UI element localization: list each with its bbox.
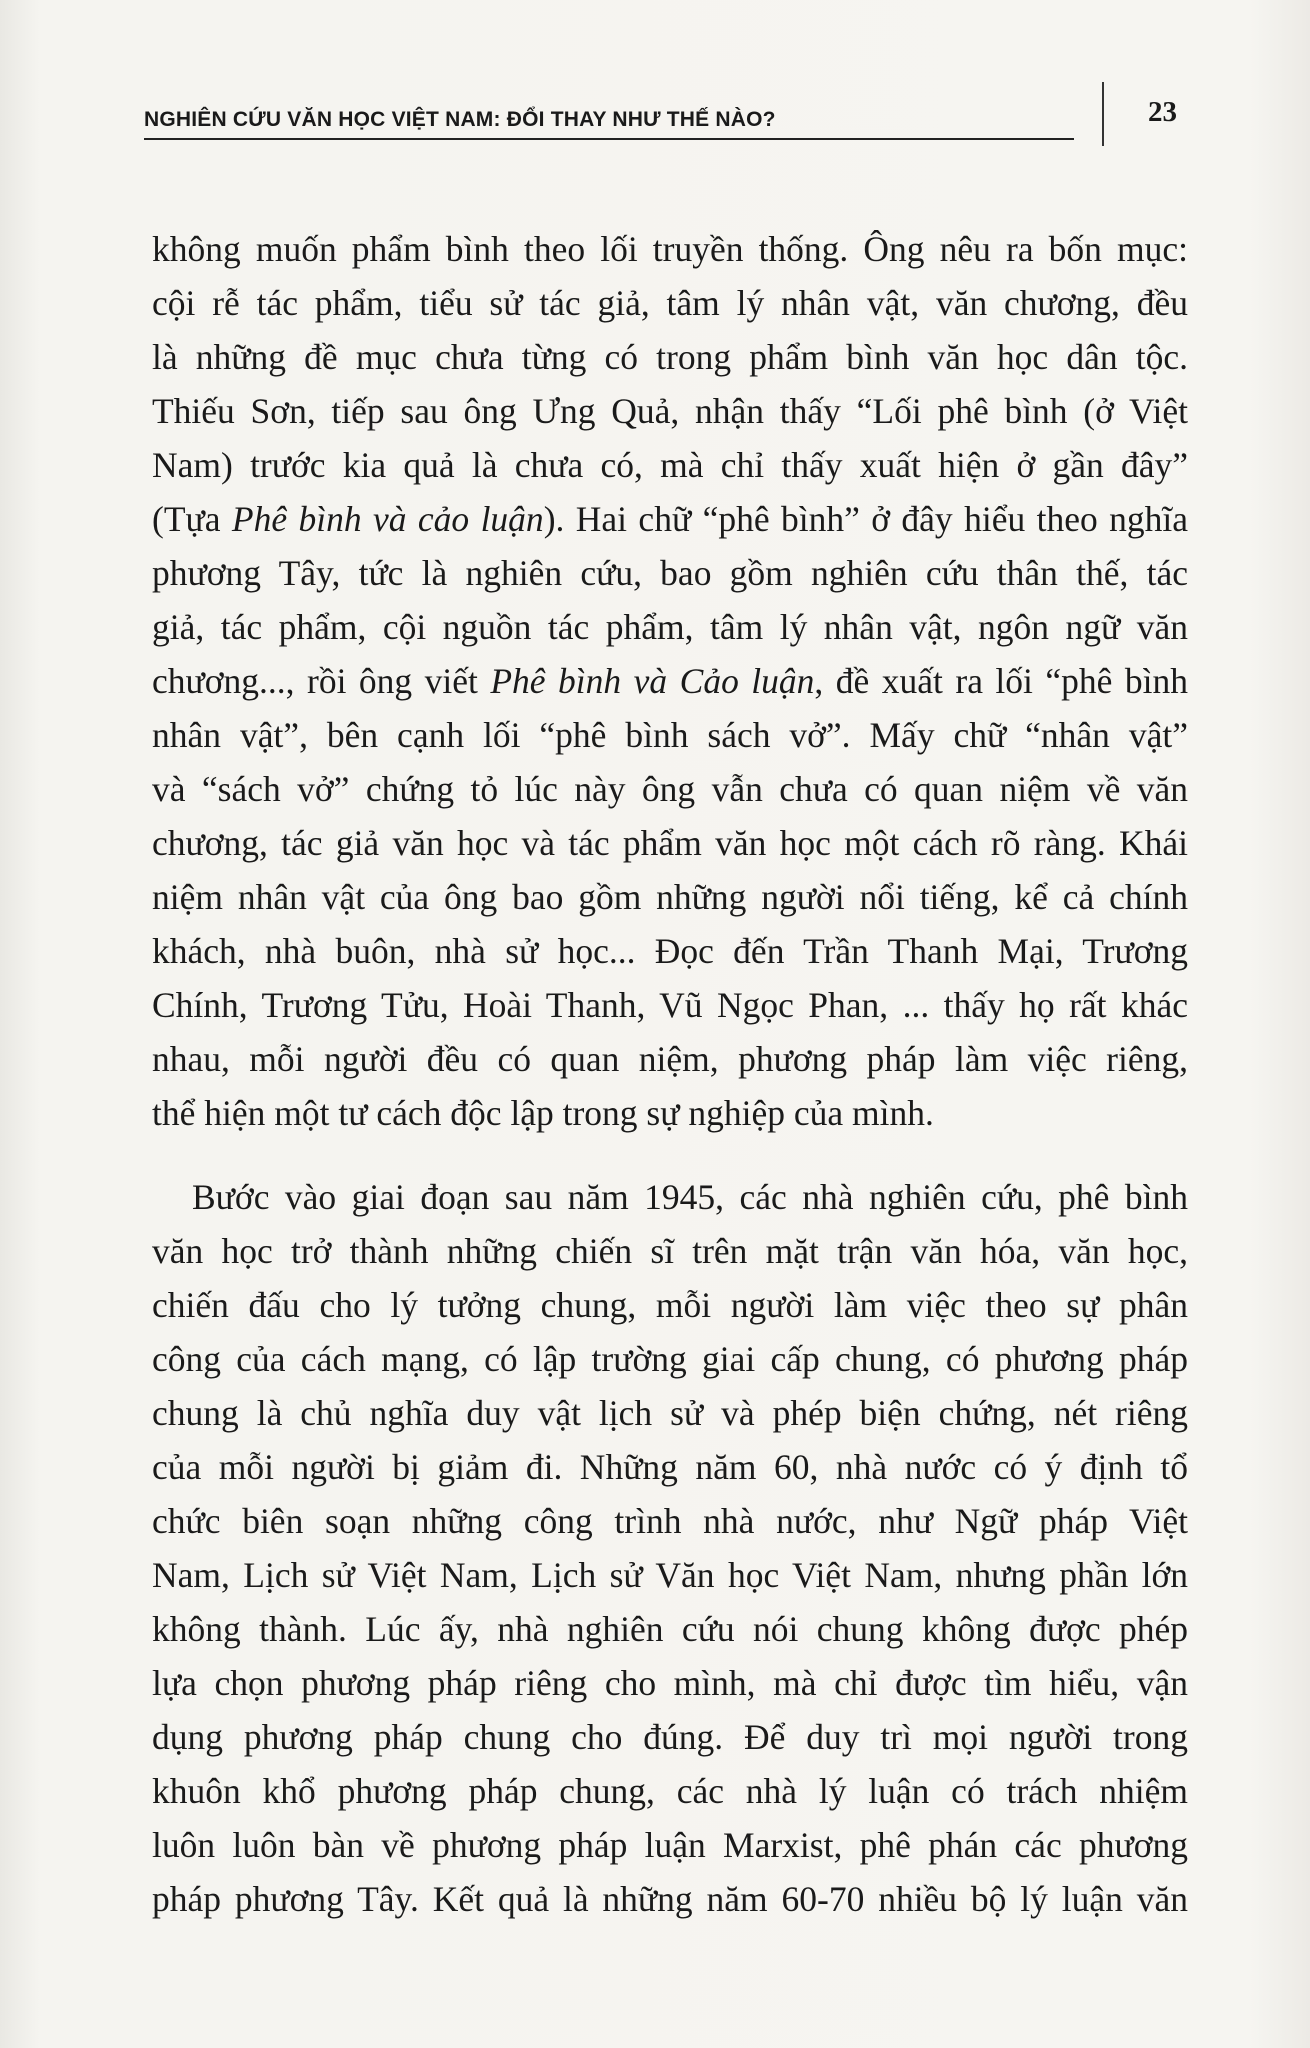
running-title: NGHIÊN CỨU VĂN HỌC VIỆT NAM: ĐỔI THAY NHƯ THẾ NÀO? [144,108,776,131]
text-line: phương Tây, tức là nghiên cứu, bao gồm nghiên cứu thân thế, tác [152,553,1188,593]
book-title-italic: Phê bình và Cảo luận [490,661,815,701]
text-line: nhau, mỗi người đều có quan niệm, phương pháp làm việc riêng, [152,1039,1188,1079]
text-line [152,492,1188,546]
text-line: dụng phương pháp chung cho đúng. Để duy trì mọi người trong [152,1717,1188,1757]
running-header [144,98,1074,140]
text-line: Nam) trước kia quả là chưa có, mà chỉ thấy xuất hiện ở gần đây” [152,445,1188,485]
text-line: không muốn phẩm bình theo lối truyền thống. Ông nêu ra bốn mục: [152,229,1188,269]
text-line: Bước vào giai đoạn sau năm 1945, các nhà nghiên cứu, phê bình [192,1177,1188,1217]
text-line: văn học trở thành những chiến sĩ trên mặt trận văn hóa, văn học, [152,1231,1188,1271]
paragraph-2 [152,1170,1188,1926]
text-line: không thành. Lúc ấy, nhà nghiên cứu nói chung không được phép [152,1609,1188,1649]
text-line: khách, nhà buôn, nhà sử học... Đọc đến Trần Thanh Mại, Trương [152,931,1188,971]
text-line: công của cách mạng, có lập trường giai cấp chung, có phương pháp [152,1339,1188,1379]
text-line: chức biên soạn những công trình nhà nước, như Ngữ pháp Việt [152,1501,1188,1541]
book-title-italic: Phê bình và cảo luận [231,499,544,539]
text-line: chung là chủ nghĩa duy vật lịch sử và phép biện chứng, nét riêng [152,1393,1188,1433]
text-line: chiến đấu cho lý tưởng chung, mỗi người làm việc theo sự phân [152,1285,1188,1325]
text-line: lựa chọn phương pháp riêng cho mình, mà chỉ được tìm hiểu, vận [152,1663,1188,1703]
text-line: và “sách vở” chứng tỏ lúc này ông vẫn chưa có quan niệm về văn [152,769,1188,809]
text-line: khuôn khổ phương pháp chung, các nhà lý luận có trách nhiệm [152,1771,1188,1811]
text-run: (Tựa [152,499,232,539]
text-line [152,654,1188,708]
text-line: giả, tác phẩm, cội nguồn tác phẩm, tâm lý nhân vật, ngôn ngữ văn [152,607,1188,647]
text-line: Nam, Lịch sử Việt Nam, Lịch sử Văn học Việt Nam, nhưng phần lớn [152,1555,1188,1595]
text-run: chương..., rồi ông viết [152,661,491,701]
paragraph-spacing [152,1140,1188,1170]
page-number: 23 [1148,96,1177,128]
text-line: nhân vật”, bên cạnh lối “phê bình sách vở”. Mấy chữ “nhân vật” [152,715,1188,755]
header-divider [1102,82,1104,146]
text-line: Thiếu Sơn, tiếp sau ông Ưng Quả, nhận thấy “Lối phê bình (ở Việt [152,391,1188,431]
text-line: niệm nhân vật của ông bao gồm những người nổi tiếng, kể cả chính [152,877,1188,917]
text-line: thể hiện một tư cách độc lập trong sự nghiệp của mình. [152,1093,934,1133]
text-line: là những đề mục chưa từng có trong phẩm bình văn học dân tộc. [152,337,1188,377]
text-line: chương, tác giả văn học và tác phẩm văn học một cách rõ ràng. Khái [152,823,1188,863]
text-run: ). Hai chữ “phê bình” ở đây hiểu theo nghĩa [543,499,1188,539]
text-line: luôn luôn bàn về phương pháp luận Marxist, phê phán các phương [152,1825,1188,1865]
text-line: cội rễ tác phẩm, tiểu sử tác giả, tâm lý nhân vật, văn chương, đều [152,283,1188,323]
text-run: , đề xuất ra lối “phê bình [814,661,1189,701]
text-line: pháp phương Tây. Kết quả là những năm 60-70 nhiều bộ lý luận văn [152,1879,1188,1919]
paragraph-1 [152,222,1188,1140]
text-line: Chính, Trương Tửu, Hoài Thanh, Vũ Ngọc Phan, ... thấy họ rất khác [152,985,1188,1025]
text-line: của mỗi người bị giảm đi. Những năm 60, nhà nước có ý định tổ [152,1447,1188,1487]
body-text [152,222,1188,1926]
